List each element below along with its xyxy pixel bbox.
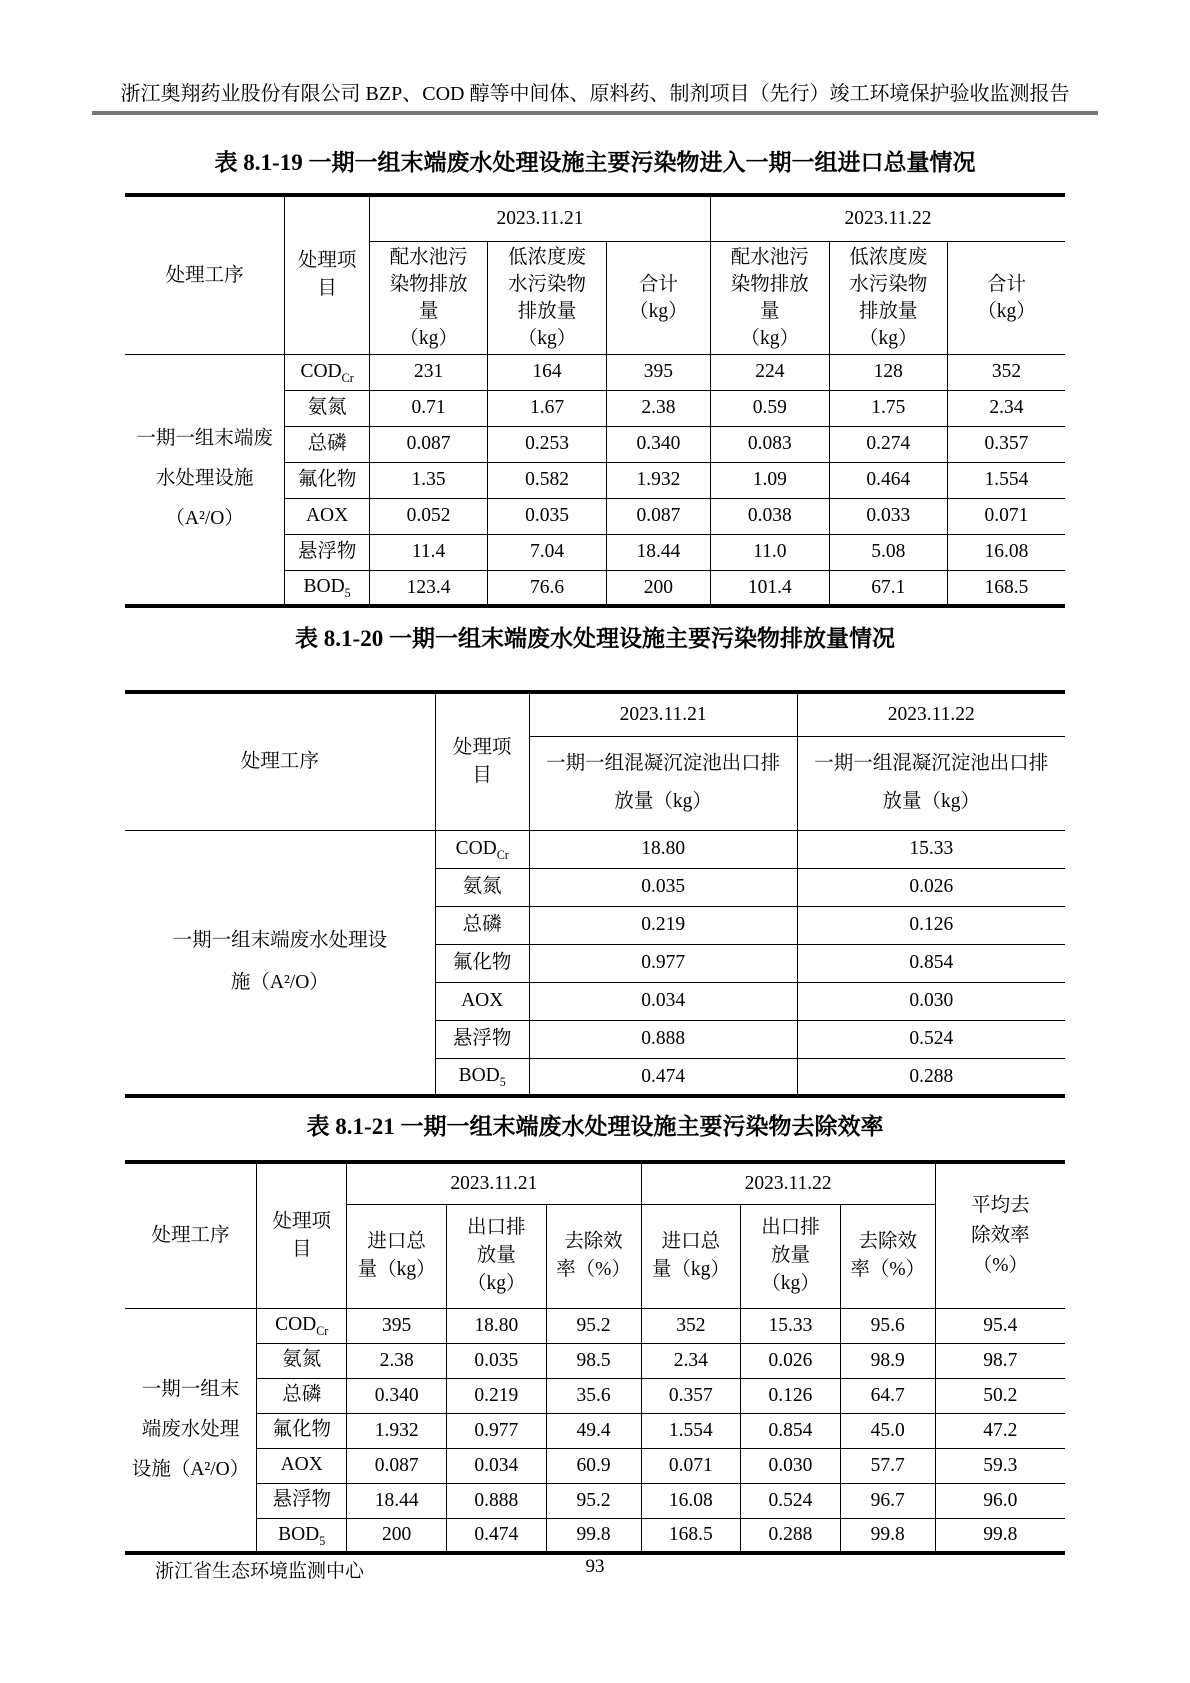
- pollutant-label: [285, 426, 370, 462]
- value-cell: 0.464: [829, 462, 947, 498]
- pollutant-label: [285, 462, 370, 498]
- process-column-header: 处理工序: [125, 692, 435, 830]
- text-line: （kg）: [858, 327, 918, 349]
- value-cell: 0.087: [369, 426, 487, 462]
- row-ss: [125, 1483, 1065, 1518]
- value-cell: 35.6: [546, 1378, 641, 1413]
- value-cell: 18.44: [347, 1483, 447, 1518]
- value-cell: 96.7: [840, 1483, 935, 1518]
- value-cell: 1.932: [347, 1413, 447, 1448]
- text-line: 量（kg）: [357, 1259, 436, 1280]
- pollutant-base: 氟化物: [297, 468, 357, 490]
- value-cell: 18.44: [606, 534, 710, 570]
- value-cell: 60.9: [546, 1448, 641, 1483]
- value-cell: 0.052: [369, 498, 487, 534]
- page-number: 93: [585, 1556, 605, 1577]
- subcol-distribution-pool: [369, 241, 487, 354]
- pollutant-label: [435, 1058, 529, 1096]
- text-line: 染物排放: [730, 273, 809, 295]
- value-cell: 0.034: [446, 1448, 546, 1483]
- value-cell: 224: [711, 354, 829, 390]
- row-cod: [125, 1308, 1065, 1343]
- text-line: 染物排放: [389, 273, 468, 295]
- value-cell: 1.554: [641, 1413, 741, 1448]
- text-line: 出口排: [467, 1217, 526, 1238]
- text-line: 目: [291, 1238, 312, 1260]
- subcol-low-concentration: [488, 241, 606, 354]
- value-cell: 395: [347, 1308, 447, 1343]
- text-line: 水污染物: [849, 273, 928, 295]
- value-cell: 128: [829, 354, 947, 390]
- value-cell: 0.71: [369, 390, 487, 426]
- pollutant-base: 氨氮: [462, 875, 502, 897]
- pollutant-label: [435, 944, 529, 982]
- value-cell: 18.80: [529, 830, 797, 868]
- value-cell: 0.030: [741, 1448, 841, 1483]
- subcol-distribution-pool: [711, 241, 829, 354]
- value-cell: 101.4: [711, 570, 829, 606]
- subcol-inlet-total: [347, 1204, 447, 1308]
- pollutant-base: 总磷: [282, 1384, 322, 1406]
- pollutant-base: COD: [300, 360, 342, 382]
- value-cell: 0.274: [829, 426, 947, 462]
- value-cell: 0.524: [797, 1020, 1065, 1058]
- text-line: 目: [472, 764, 492, 786]
- pollutant-base: 悬浮物: [272, 1489, 331, 1511]
- value-cell: 99.8: [840, 1518, 935, 1553]
- text-line: 进口总: [367, 1231, 426, 1252]
- value-cell: 15.33: [741, 1308, 841, 1343]
- text-line: 率（%）: [556, 1259, 631, 1280]
- value-cell: 0.126: [797, 906, 1065, 944]
- text-line: （kg）: [740, 327, 800, 349]
- item-column-header: [257, 1162, 347, 1308]
- value-cell: 95.2: [546, 1483, 641, 1518]
- value-cell: 0.038: [711, 498, 829, 534]
- pollutant-base: AOX: [461, 989, 504, 1011]
- value-cell: 18.80: [446, 1308, 546, 1343]
- value-cell: 15.33: [797, 830, 1065, 868]
- value-cell: 352: [641, 1308, 741, 1343]
- removal-efficiency-table: [125, 1160, 1065, 1555]
- text-line: （kg）: [517, 327, 577, 349]
- footer-organization: 浙江省生态环境监测中心: [155, 1561, 365, 1582]
- value-cell: 0.219: [446, 1378, 546, 1413]
- value-cell: 352: [947, 354, 1065, 390]
- subcol-low-concentration: [829, 241, 947, 354]
- value-cell: 2.34: [641, 1343, 741, 1378]
- text-line: 合计: [638, 273, 678, 295]
- facility-label: [125, 1308, 257, 1553]
- value-cell: 0.524: [741, 1483, 841, 1518]
- pollutant-base: BOD: [458, 1064, 500, 1086]
- value-cell: 0.59: [711, 390, 829, 426]
- value-cell: 0.357: [641, 1378, 741, 1413]
- text-line: 去除效: [858, 1231, 917, 1252]
- value-cell: 0.340: [347, 1378, 447, 1413]
- text-line: （kg）: [399, 327, 458, 349]
- date-header-1121: 2023.11.21: [369, 195, 710, 241]
- pollutant-label: [257, 1308, 347, 1343]
- value-cell: 0.888: [529, 1020, 797, 1058]
- text-line: （A²/O）: [165, 508, 244, 530]
- subcol-inlet-total: [641, 1204, 741, 1308]
- value-cell: 2.34: [947, 390, 1065, 426]
- date-header-row: [125, 692, 1065, 736]
- value-cell: 0.083: [711, 426, 829, 462]
- facility-label: [125, 354, 285, 606]
- text-line: 水处理设施: [155, 468, 254, 490]
- text-line: 一期一组末端废水处理设: [172, 930, 388, 952]
- value-cell: 1.554: [947, 462, 1065, 498]
- value-cell: 2.38: [606, 390, 710, 426]
- value-cell: 0.854: [741, 1413, 841, 1448]
- table-8-1-21-title: 表 8.1-21 一期一组末端废水处理设施主要污染物去除效率: [306, 1114, 884, 1139]
- text-line: 放量（kg）: [882, 791, 981, 812]
- pollutant-base: COD: [455, 837, 497, 859]
- value-cell: 76.6: [488, 570, 606, 606]
- value-cell: 0.582: [488, 462, 606, 498]
- value-cell: 98.9: [840, 1343, 935, 1378]
- value-cell: 0.888: [446, 1483, 546, 1518]
- row-cod: [125, 830, 1065, 868]
- pollutant-label: [435, 868, 529, 906]
- process-column-header: 处理工序: [125, 195, 285, 354]
- value-cell: 200: [347, 1518, 447, 1553]
- pollutant-base: 氟化物: [452, 951, 512, 973]
- date-header-row: [125, 195, 1065, 241]
- value-cell: 1.35: [369, 462, 487, 498]
- date-header-1121: 2023.11.21: [529, 692, 797, 736]
- pollutant-sub: Cr: [341, 370, 354, 385]
- pollutant-base: AOX: [305, 504, 349, 526]
- row-nh3n: [125, 1343, 1065, 1378]
- value-cell: 16.08: [947, 534, 1065, 570]
- discharge-amount-table: [125, 690, 1065, 1098]
- text-line: （kg）: [761, 1273, 820, 1294]
- subcol-total: [606, 241, 710, 354]
- pollutant-sub: 5: [344, 585, 351, 600]
- row-tp: [125, 1378, 1065, 1413]
- text-line: 一期一组混凝沉淀池出口排: [814, 753, 1049, 774]
- value-cell: 0.474: [529, 1058, 797, 1096]
- pollutant-base: 悬浮物: [297, 540, 357, 562]
- value-cell: 1.09: [711, 462, 829, 498]
- value-cell: 16.08: [641, 1483, 741, 1518]
- subcol-outlet-discharge: [797, 736, 1065, 830]
- value-cell: 45.0: [840, 1413, 935, 1448]
- value-cell: 7.04: [488, 534, 606, 570]
- pollutant-label: [285, 534, 370, 570]
- subcol-removal-efficiency: [546, 1204, 641, 1308]
- value-cell: 0.126: [741, 1378, 841, 1413]
- subcol-outlet-discharge: [741, 1204, 841, 1308]
- value-cell: 95.6: [840, 1308, 935, 1343]
- value-cell: 200: [606, 570, 710, 606]
- value-cell: 57.7: [840, 1448, 935, 1483]
- text-line: 放量（kg）: [614, 791, 712, 812]
- text-line: 排放量: [517, 300, 577, 322]
- text-line: 设施（A²/O）: [131, 1458, 250, 1480]
- text-line: 配水池污: [730, 246, 809, 268]
- pollutant-label: [435, 906, 529, 944]
- value-cell: 0.033: [829, 498, 947, 534]
- pollutant-base: 氨氮: [282, 1349, 322, 1371]
- pollutant-base: AOX: [280, 1454, 323, 1476]
- value-cell: 0.087: [347, 1448, 447, 1483]
- text-line: 量: [418, 300, 439, 322]
- avg-removal-column-header: [935, 1162, 1065, 1308]
- pollutant-sub: 5: [499, 1074, 506, 1089]
- pollutant-label: [257, 1378, 347, 1413]
- value-cell: 0.288: [797, 1058, 1065, 1096]
- text-line: 处理项: [272, 1210, 331, 1232]
- document-header-title: 浙江奥翔药业股份有限公司 BZP、COD 醇等中间体、原料药、制剂项目（先行）竣工环境保护验收监测报告: [120, 83, 1070, 105]
- pollutant-base: BOD: [278, 1523, 320, 1545]
- pollutant-sub: Cr: [496, 847, 509, 862]
- subcol-outlet-discharge: [446, 1204, 546, 1308]
- pollutant-label: [257, 1448, 347, 1483]
- page-footer: [0, 1556, 1190, 1582]
- pollutant-label: [285, 498, 370, 534]
- value-cell: 95.2: [546, 1308, 641, 1343]
- text-line: 放量: [476, 1245, 516, 1266]
- text-line: （kg）: [629, 300, 688, 322]
- value-cell: 96.0: [935, 1483, 1065, 1518]
- value-cell: 95.4: [935, 1308, 1065, 1343]
- value-cell: 47.2: [935, 1413, 1065, 1448]
- text-line: 合计: [986, 273, 1026, 295]
- value-cell: 50.2: [935, 1378, 1065, 1413]
- text-line: 配水池污: [389, 246, 468, 268]
- table-8-1-19-title: 表 8.1-19 一期一组末端废水处理设施主要污染物进入一期一组进口总量情况: [214, 150, 976, 175]
- subcol-total: [947, 241, 1065, 354]
- value-cell: 0.035: [529, 868, 797, 906]
- text-line: 量: [760, 300, 780, 322]
- pollutant-label: [257, 1518, 347, 1553]
- text-line: 一期一组末: [141, 1378, 240, 1400]
- header-rule: [92, 111, 1098, 115]
- date-header-1121: 2023.11.21: [347, 1162, 641, 1204]
- text-line: （kg）: [977, 300, 1036, 322]
- value-cell: 2.38: [347, 1343, 447, 1378]
- value-cell: 0.357: [947, 426, 1065, 462]
- pollutant-base: 总磷: [307, 432, 347, 454]
- value-cell: 0.034: [529, 982, 797, 1020]
- text-line: 水污染物: [508, 273, 587, 295]
- value-cell: 0.071: [947, 498, 1065, 534]
- pollutant-base: 总磷: [462, 913, 502, 935]
- pollutant-label: [285, 570, 370, 606]
- pollutant-base: 氨氮: [307, 396, 347, 418]
- text-line: （%）: [972, 1254, 1028, 1276]
- table-8-1-20-title: 表 8.1-20 一期一组末端废水处理设施主要污染物排放量情况: [295, 626, 895, 651]
- row-bod: [125, 1518, 1065, 1553]
- item-column-header: [435, 692, 529, 830]
- value-cell: 0.977: [529, 944, 797, 982]
- value-cell: 99.8: [546, 1518, 641, 1553]
- value-cell: 0.026: [797, 868, 1065, 906]
- text-line: 率（%）: [850, 1259, 926, 1280]
- value-cell: 11.0: [711, 534, 829, 570]
- row-aox: [125, 1448, 1065, 1483]
- value-cell: 0.253: [488, 426, 606, 462]
- value-cell: 0.035: [446, 1343, 546, 1378]
- value-cell: 164: [488, 354, 606, 390]
- value-cell: 5.08: [829, 534, 947, 570]
- pollutant-label: [257, 1343, 347, 1378]
- text-line: （kg）: [467, 1273, 526, 1294]
- value-cell: 1.67: [488, 390, 606, 426]
- facility-label: [125, 830, 435, 1096]
- pollutant-base: 氟化物: [272, 1419, 331, 1441]
- text-line: 低浓度废: [849, 246, 928, 268]
- value-cell: 0.026: [741, 1343, 841, 1378]
- pollutant-base: BOD: [303, 575, 345, 597]
- text-line: 端废水处理: [141, 1418, 240, 1440]
- date-header-1122: 2023.11.22: [711, 195, 1065, 241]
- pollutant-label: [285, 354, 370, 390]
- value-cell: 99.8: [935, 1518, 1065, 1553]
- value-cell: 1.75: [829, 390, 947, 426]
- text-line: 处理项: [452, 736, 512, 758]
- pollutant-base: 悬浮物: [452, 1027, 512, 1049]
- value-cell: 0.977: [446, 1413, 546, 1448]
- pollutant-label: [257, 1413, 347, 1448]
- date-header-1122: 2023.11.22: [641, 1162, 935, 1204]
- value-cell: 11.4: [369, 534, 487, 570]
- text-line: 除效率: [971, 1224, 1030, 1246]
- value-cell: 98.5: [546, 1343, 641, 1378]
- date-header-row: [125, 1162, 1065, 1204]
- text-line: 出口排: [761, 1217, 820, 1238]
- text-line: 一期一组混凝沉淀池出口排: [546, 753, 781, 774]
- value-cell: 0.219: [529, 906, 797, 944]
- text-line: 量（kg）: [651, 1259, 730, 1280]
- value-cell: 98.7: [935, 1343, 1065, 1378]
- value-cell: 0.087: [606, 498, 710, 534]
- value-cell: 168.5: [641, 1518, 741, 1553]
- pollutant-label: [435, 982, 529, 1020]
- value-cell: 0.030: [797, 982, 1065, 1020]
- value-cell: 395: [606, 354, 710, 390]
- pollutant-base: COD: [275, 1314, 317, 1336]
- subcol-outlet-discharge: [529, 736, 797, 830]
- text-line: 施（A²/O）: [230, 972, 329, 994]
- value-cell: 0.340: [606, 426, 710, 462]
- pollutant-label: [285, 390, 370, 426]
- pollutant-label: [435, 830, 529, 868]
- row-cod: [125, 354, 1065, 390]
- value-cell: 0.854: [797, 944, 1065, 982]
- text-line: 低浓度废: [508, 246, 587, 268]
- value-cell: 59.3: [935, 1448, 1065, 1483]
- text-line: 平均去: [971, 1194, 1030, 1216]
- value-cell: 168.5: [947, 570, 1065, 606]
- item-column-header: [285, 195, 370, 354]
- value-cell: 0.071: [641, 1448, 741, 1483]
- pollutant-label: [435, 1020, 529, 1058]
- text-line: 放量: [770, 1245, 810, 1266]
- text-line: 目: [317, 278, 337, 300]
- value-cell: 64.7: [840, 1378, 935, 1413]
- text-line: 处理项: [297, 250, 357, 272]
- value-cell: 123.4: [369, 570, 487, 606]
- pollutant-sub: Cr: [316, 1323, 329, 1338]
- value-cell: 231: [369, 354, 487, 390]
- subcol-removal-efficiency: [840, 1204, 935, 1308]
- value-cell: 0.474: [446, 1518, 546, 1553]
- row-fluoride: [125, 1413, 1065, 1448]
- value-cell: 0.288: [741, 1518, 841, 1553]
- intake-totals-table: [125, 193, 1065, 608]
- text-line: 进口总: [661, 1231, 721, 1252]
- process-column-header: 处理工序: [125, 1162, 257, 1308]
- value-cell: 67.1: [829, 570, 947, 606]
- date-header-1122: 2023.11.22: [797, 692, 1065, 736]
- pollutant-label: [257, 1483, 347, 1518]
- text-line: 一期一组末端废: [136, 428, 273, 450]
- value-cell: 1.932: [606, 462, 710, 498]
- text-line: 排放量: [858, 300, 918, 322]
- pollutant-sub: 5: [319, 1533, 326, 1548]
- value-cell: 49.4: [546, 1413, 641, 1448]
- value-cell: 0.035: [488, 498, 606, 534]
- text-line: 去除效: [564, 1231, 623, 1252]
